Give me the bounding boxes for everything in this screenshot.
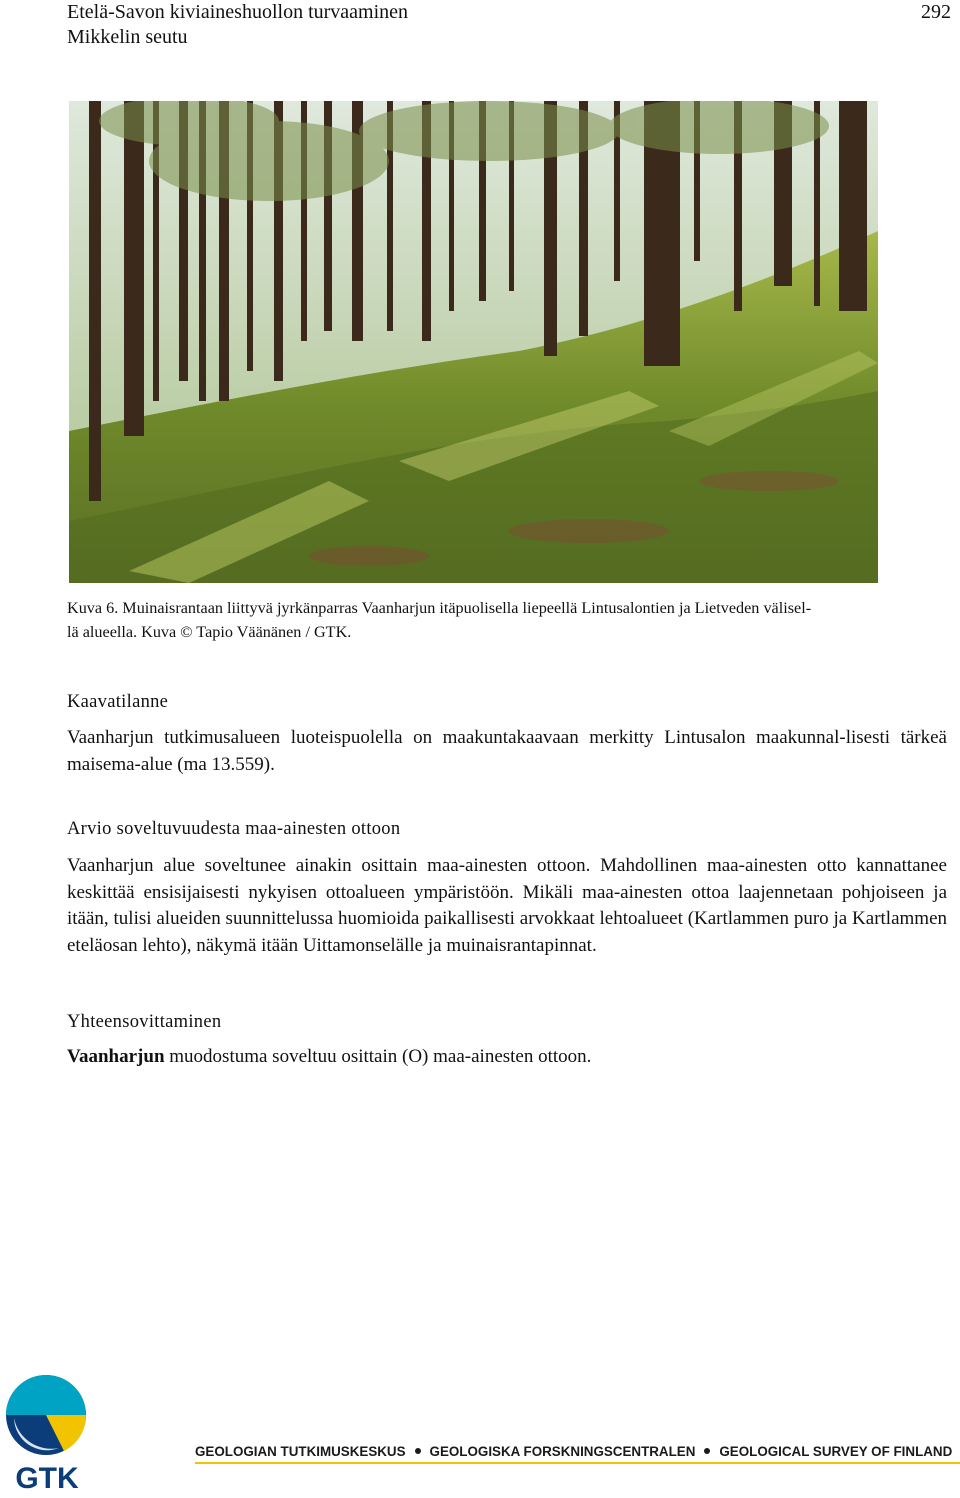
forest-photo [69,101,878,583]
heading-yhteensovittaminen: Yhteensovittaminen [67,1012,222,1032]
formation-name: Vaanharjun [67,1046,165,1067]
caption-line-2: lä alueella. Kuva © Tapio Väänänen / GTK. [67,623,352,641]
logo-text: GTK [15,1462,79,1493]
footer-organisation [195,1444,960,1459]
org-name-sv: GEOLOGISKA FORSKNINGSCENTRALEN [429,1444,696,1459]
org-name-fi: GEOLOGIAN TUTKIMUSKESKUS [195,1444,406,1459]
separator-dot [704,1448,710,1454]
gtk-logo [4,1373,90,1493]
running-header [67,0,408,50]
paragraph-arvio: Vaanharjun alue soveltunee ainakin osittain maa-ainesten ottoon. Mahdollinen maa-ainesten otto kannattanee keskittää ensisijaisesti nykyisen ottoalueen ympäristöön. Mikäli maa-ainesten ottoa laajennetaan pohjoiseen ja itään, tulisi alueiden suunnittelussa huomioida paikallisesti arvokkaat lehtoalueet (Kartlammen puro ja Kartlammen eteläosan lehto), näkymä itään Uittamonselälle ja muinaisrantapinnat. [67,855,947,956]
org-name-en: GEOLOGICAL SURVEY OF FINLAND [719,1444,953,1459]
page-number: 292 [921,1,951,23]
footer-accent-line [195,1462,960,1464]
header-subtitle: Mikkelin seutu [67,26,188,48]
heading-arvio: Arvio soveltuvuudesta maa-ainesten ottoon [67,819,401,839]
caption-line-1: Kuva 6. Muinaisrantaan liittyvä jyrkänparras Vaanharjun itäpuolisella liepeellä Lintusalontien ja Lietveden välisel- [67,599,812,617]
heading-kaavatilanne: Kaavatilanne [67,692,169,712]
header-title: Etelä-Savon kiviaineshuollon turvaaminen [67,1,409,23]
paragraph-yhteensovittaminen [67,1044,947,1071]
yhteensovittaminen-text: muodostuma soveltuu osittain (O) maa-ainesten ottoon. [164,1046,592,1067]
paragraph-kaavatilanne: Vaanharjun tutkimusalueen luoteispuolella on maakuntakaavaan merkitty Lintusalon maakunnal-lisesti tärkeä maisema-alue (ma 13.559). [67,727,947,775]
figure-caption [67,596,952,644]
separator-dot [415,1448,421,1454]
